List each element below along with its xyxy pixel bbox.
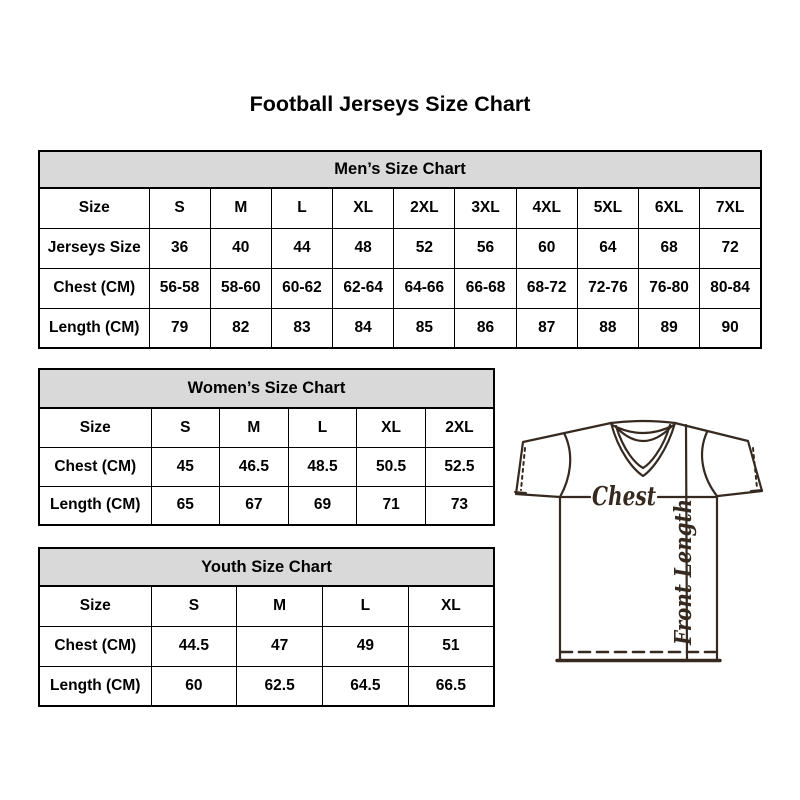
youth-cell-2-1: 60 bbox=[151, 666, 237, 706]
mens-cell-0-3: L bbox=[271, 188, 332, 228]
mens-header-row bbox=[39, 151, 761, 188]
mens-cell-0-10: 7XL bbox=[700, 188, 761, 228]
youth-header-row bbox=[39, 548, 494, 586]
womens-cell-1-3: 48.5 bbox=[288, 447, 357, 486]
jersey-vneck-inner bbox=[616, 425, 670, 468]
page-title: Football Jerseys Size Chart bbox=[249, 92, 531, 116]
mens-size-table bbox=[38, 150, 762, 349]
mens-cell-0-4: XL bbox=[333, 188, 394, 228]
womens-cell-1-4: 50.5 bbox=[357, 447, 426, 486]
mens-cell-1-7: 60 bbox=[516, 228, 577, 268]
womens-cell-1-2: 46.5 bbox=[220, 447, 289, 486]
womens-row-label-0: Size bbox=[39, 408, 151, 447]
youth-table-title: Youth Size Chart bbox=[39, 548, 494, 586]
womens-row-0 bbox=[39, 408, 494, 447]
mens-row-1 bbox=[39, 228, 761, 268]
jersey-right-armhole-seam bbox=[702, 432, 717, 496]
womens-cell-0-2: M bbox=[220, 408, 289, 447]
chest-label: Chest bbox=[592, 482, 656, 512]
mens-row-3 bbox=[39, 308, 761, 348]
mens-cell-1-9: 68 bbox=[639, 228, 700, 268]
youth-row-label-0: Size bbox=[39, 586, 151, 626]
youth-cell-2-3: 64.5 bbox=[323, 666, 409, 706]
mens-row-label-0: Size bbox=[39, 188, 149, 228]
mens-cell-2-7: 68-72 bbox=[516, 268, 577, 308]
womens-cell-2-4: 71 bbox=[357, 486, 426, 525]
youth-row-1 bbox=[39, 626, 494, 666]
mens-row-2 bbox=[39, 268, 761, 308]
mens-row-label-1: Jerseys Size bbox=[39, 228, 149, 268]
womens-row-label-2: Length (CM) bbox=[39, 486, 151, 525]
womens-header-row bbox=[39, 369, 494, 408]
youth-size-table bbox=[38, 547, 495, 707]
mens-cell-3-1: 79 bbox=[149, 308, 210, 348]
womens-cell-2-2: 67 bbox=[220, 486, 289, 525]
youth-cell-2-4: 66.5 bbox=[408, 666, 494, 706]
youth-row-label-2: Length (CM) bbox=[39, 666, 151, 706]
mens-cell-1-6: 56 bbox=[455, 228, 516, 268]
youth-cell-2-2: 62.5 bbox=[237, 666, 323, 706]
mens-cell-0-7: 4XL bbox=[516, 188, 577, 228]
mens-cell-1-3: 44 bbox=[271, 228, 332, 268]
left-cuff-tick bbox=[515, 492, 526, 493]
mens-cell-2-3: 60-62 bbox=[271, 268, 332, 308]
mens-cell-2-4: 62-64 bbox=[333, 268, 394, 308]
womens-cell-2-1: 65 bbox=[151, 486, 220, 525]
mens-cell-2-6: 66-68 bbox=[455, 268, 516, 308]
womens-row-2 bbox=[39, 486, 494, 525]
mens-cell-3-2: 82 bbox=[210, 308, 271, 348]
womens-cell-0-3: L bbox=[288, 408, 357, 447]
mens-cell-3-6: 86 bbox=[455, 308, 516, 348]
mens-row-label-2: Chest (CM) bbox=[39, 268, 149, 308]
youth-row-0 bbox=[39, 586, 494, 626]
mens-cell-1-5: 52 bbox=[394, 228, 455, 268]
youth-cell-0-1: S bbox=[151, 586, 237, 626]
womens-cell-2-5: 73 bbox=[425, 486, 494, 525]
mens-row-0 bbox=[39, 188, 761, 228]
jersey-diagram-svg bbox=[500, 408, 780, 688]
mens-cell-0-2: M bbox=[210, 188, 271, 228]
youth-cell-1-1: 44.5 bbox=[151, 626, 237, 666]
mens-cell-0-1: S bbox=[149, 188, 210, 228]
mens-cell-1-1: 36 bbox=[149, 228, 210, 268]
front-length-label: Front Length bbox=[670, 475, 697, 645]
womens-cell-1-1: 45 bbox=[151, 447, 220, 486]
youth-row-label-1: Chest (CM) bbox=[39, 626, 151, 666]
mens-cell-3-8: 88 bbox=[577, 308, 638, 348]
jersey-measurement-diagram bbox=[500, 408, 780, 688]
mens-cell-3-5: 85 bbox=[394, 308, 455, 348]
mens-cell-1-4: 48 bbox=[333, 228, 394, 268]
womens-cell-2-3: 69 bbox=[288, 486, 357, 525]
right-cuff-tick bbox=[751, 490, 762, 491]
womens-cell-0-1: S bbox=[151, 408, 220, 447]
mens-cell-2-9: 76-80 bbox=[639, 268, 700, 308]
youth-cell-0-4: XL bbox=[408, 586, 494, 626]
womens-row-label-1: Chest (CM) bbox=[39, 447, 151, 486]
mens-cell-3-4: 84 bbox=[333, 308, 394, 348]
youth-row-2 bbox=[39, 666, 494, 706]
mens-table-title: Men’s Size Chart bbox=[39, 151, 761, 188]
womens-row-1 bbox=[39, 447, 494, 486]
youth-cell-1-4: 51 bbox=[408, 626, 494, 666]
mens-cell-1-2: 40 bbox=[210, 228, 271, 268]
womens-cell-0-5: 2XL bbox=[425, 408, 494, 447]
mens-cell-2-10: 80-84 bbox=[700, 268, 761, 308]
jersey-right-sleeve bbox=[675, 423, 762, 496]
mens-cell-0-5: 2XL bbox=[394, 188, 455, 228]
jersey-left-armhole-seam bbox=[560, 433, 570, 497]
mens-cell-2-5: 64-66 bbox=[394, 268, 455, 308]
womens-cell-0-4: XL bbox=[357, 408, 426, 447]
mens-cell-0-8: 5XL bbox=[577, 188, 638, 228]
mens-cell-3-10: 90 bbox=[700, 308, 761, 348]
mens-cell-2-8: 72-76 bbox=[577, 268, 638, 308]
youth-cell-1-2: 47 bbox=[237, 626, 323, 666]
youth-cell-0-2: M bbox=[237, 586, 323, 626]
womens-size-table bbox=[38, 368, 495, 526]
mens-cell-2-1: 56-58 bbox=[149, 268, 210, 308]
mens-cell-1-8: 64 bbox=[577, 228, 638, 268]
womens-cell-1-5: 52.5 bbox=[425, 447, 494, 486]
mens-row-label-3: Length (CM) bbox=[39, 308, 149, 348]
youth-cell-1-3: 49 bbox=[323, 626, 409, 666]
mens-cell-3-7: 87 bbox=[516, 308, 577, 348]
mens-cell-2-2: 58-60 bbox=[210, 268, 271, 308]
mens-cell-0-6: 3XL bbox=[455, 188, 516, 228]
womens-table-title: Women’s Size Chart bbox=[39, 369, 494, 408]
mens-cell-3-9: 89 bbox=[639, 308, 700, 348]
mens-cell-3-3: 83 bbox=[271, 308, 332, 348]
jersey-collar-top bbox=[611, 421, 675, 423]
mens-cell-0-9: 6XL bbox=[639, 188, 700, 228]
mens-cell-1-10: 72 bbox=[700, 228, 761, 268]
youth-cell-0-3: L bbox=[323, 586, 409, 626]
